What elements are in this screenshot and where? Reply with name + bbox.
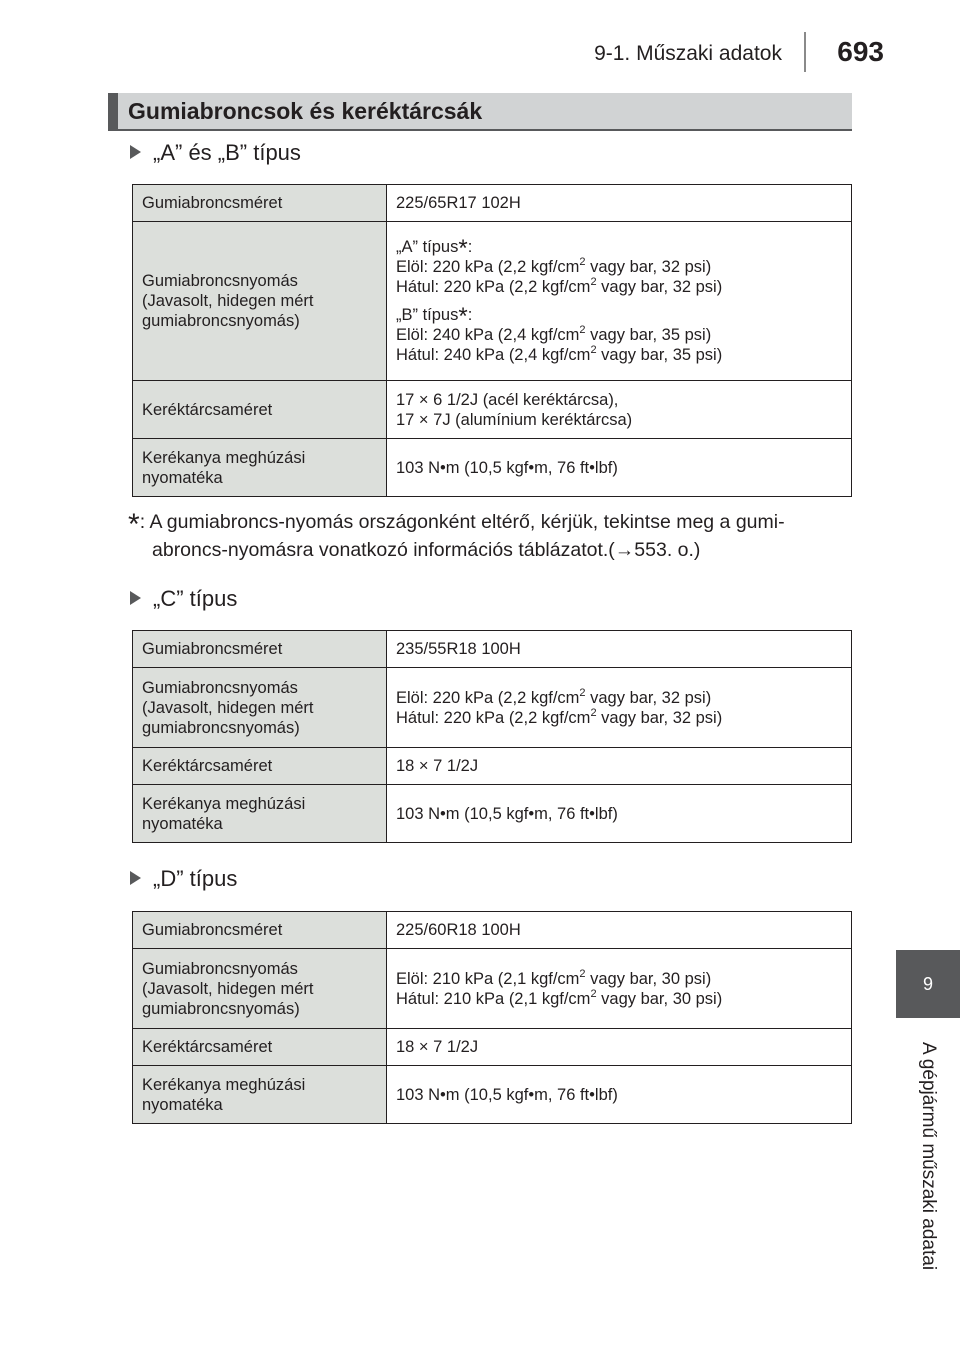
tire-size-value: 225/60R18 100H [387,912,852,949]
wheel-size-value: 18 × 7 1/2J [387,748,852,785]
wheel-size-label: Keréktárcsaméret [133,381,387,439]
type-b-front-text: Elöl: 240 kPa (2,4 kgf/cm [396,326,580,344]
table-row [133,1066,852,1124]
chapter-tab-title[interactable] [896,1018,960,1293]
tire-pressure-label [133,949,387,1029]
subheading-d [130,866,237,892]
torque-label-line: Kerékanya meghúzási [142,448,306,467]
rear-pressure-text: Hátul: 210 kPa (2,1 kgf/cm [396,989,591,1008]
type-b-rear [396,345,842,365]
tire-pressure-label-line: Gumiabroncsnyomás [142,678,298,697]
table-row [133,748,852,785]
squared-sup: 2 [579,256,586,268]
type-a-text: „A” típus [396,238,459,256]
table-row [133,222,852,381]
torque-label-line: nyomatéka [142,468,223,487]
type-b-front-tail: vagy bar, 35 psi) [585,326,712,344]
rear-pressure-text: Hátul: 220 kPa (2,2 kgf/cm [396,708,591,727]
table-row [133,439,852,497]
table-row [133,1029,852,1066]
torque-label-line: Kerékanya meghúzási [142,1075,306,1094]
triangle-bullet-icon [130,591,141,605]
type-a-rear [396,277,842,297]
torque-label-line: nyomatéka [142,1095,223,1114]
torque-value: 103 N•m (10,5 kgf•m, 76 ft•lbf) [387,785,852,843]
wheel-size-line: 17 × 6 1/2J (acél keréktárcsa), [396,390,619,409]
type-b-rear-text: Hátul: 240 kPa (2,4 kgf/cm [396,346,591,364]
squared-sup: 2 [590,706,597,719]
footnote-line [128,508,858,541]
section-title: Gumiabroncsok és keréktárcsák [108,93,852,131]
wheel-size-line: 17 × 7J (alumínium keréktárcsa) [396,410,633,429]
spec-table-ab [132,184,852,497]
header-divider [804,32,806,72]
tire-pressure-label-line: gumiabroncsnyomás) [142,718,300,737]
tire-pressure-value [387,668,852,748]
tire-size-label: Gumiabroncsméret [133,912,387,949]
tire-size-label: Gumiabroncsméret [133,631,387,668]
torque-label [133,785,387,843]
type-b-rear-tail: vagy bar, 35 psi) [596,346,723,364]
rear-pressure [396,708,842,728]
spec-table-d [132,911,852,1124]
tire-pressure-label-line: (Javasolt, hidegen mért [142,698,314,717]
front-pressure [396,688,842,708]
type-a-front-tail: vagy bar, 32 psi) [585,258,712,276]
tire-pressure-value [387,222,852,381]
torque-label [133,439,387,497]
type-b-front [396,325,842,345]
squared-sup: 2 [579,967,586,980]
tire-size-value: 235/55R18 100H [387,631,852,668]
triangle-bullet-icon [130,871,141,885]
tire-pressure-label-line: (Javasolt, hidegen mért [142,979,314,998]
wheel-size-value [387,381,852,439]
torque-label [133,1066,387,1124]
type-b-text: „B” típus [396,306,459,324]
squared-sup: 2 [579,324,586,336]
squared-sup: 2 [590,987,597,1000]
wheel-size-value: 18 × 7 1/2J [387,1029,852,1066]
subheading-c-text: „C” típus [153,586,238,611]
page-number: 693 [837,36,884,67]
type-a-label [396,235,842,262]
wheel-size-label: Keréktárcsaméret [133,748,387,785]
tire-pressure-label [133,668,387,748]
squared-sup: 2 [590,276,597,288]
subheading-ab [130,140,301,166]
type-a-front [396,257,842,277]
chapter-tab-number[interactable]: 9 [896,950,960,1018]
table-row [133,785,852,843]
footnote-text: : A gumiabroncs-nyomás országonként eltérő, kérjük, tekintse meg a gumi- [139,511,785,533]
chapter-tab-title-text: A gépjármű műszaki adatai [918,1041,939,1270]
front-pressure-tail: vagy bar, 32 psi) [585,688,712,707]
tire-pressure-value [387,949,852,1029]
front-pressure-text: Elöl: 220 kPa (2,2 kgf/cm [396,688,580,707]
table-row [133,949,852,1029]
footnote-line: abroncs-nyomásra vonatkozó információs táblázatot.(→553. o.) [152,539,701,561]
type-a-rear-tail: vagy bar, 32 psi) [596,278,723,296]
tire-size-label: Gumiabroncsméret [133,185,387,222]
front-pressure-tail: vagy bar, 30 psi) [585,969,712,988]
asterisk-mark: * [458,235,468,262]
tire-pressure-label-line: (Javasolt, hidegen mért [142,292,314,310]
wheel-size-label: Keréktárcsaméret [133,1029,387,1066]
table-row [133,185,852,222]
tire-pressure-label [133,222,387,381]
squared-sup: 2 [590,344,597,356]
spec-table-c [132,630,852,843]
squared-sup: 2 [579,686,586,699]
colon: : [467,238,473,256]
type-b-label [396,303,842,330]
asterisk-mark: * [128,508,140,541]
front-pressure [396,969,842,989]
tire-pressure-label-line: gumiabroncsnyomás) [142,312,300,330]
type-a-rear-text: Hátul: 220 kPa (2,2 kgf/cm [396,278,591,296]
tire-pressure-label-line: Gumiabroncsnyomás [142,959,298,978]
torque-label-line: Kerékanya meghúzási [142,794,306,813]
front-pressure-text: Elöl: 210 kPa (2,1 kgf/cm [396,969,580,988]
footnote [128,508,858,564]
colon: : [467,306,473,324]
subheading-c [130,586,237,612]
rear-pressure [396,989,842,1009]
subheading-ab-text: „A” és „B” típus [153,140,301,165]
header-section-title: 9-1. Műszaki adatok [594,42,782,65]
torque-label-line: nyomatéka [142,814,223,833]
torque-value: 103 N•m (10,5 kgf•m, 76 ft•lbf) [387,439,852,497]
triangle-bullet-icon [130,145,141,159]
table-row [133,912,852,949]
table-row [133,631,852,668]
table-row [133,381,852,439]
rear-pressure-tail: vagy bar, 30 psi) [596,989,723,1008]
torque-value: 103 N•m (10,5 kgf•m, 76 ft•lbf) [387,1066,852,1124]
tire-size-value: 225/65R17 102H [387,185,852,222]
asterisk-mark: * [458,303,468,330]
table-row [133,668,852,748]
subheading-d-text: „D” típus [153,866,238,891]
rear-pressure-tail: vagy bar, 32 psi) [596,708,723,727]
tire-pressure-label-line: gumiabroncsnyomás) [142,999,300,1018]
tire-pressure-label-line: Gumiabroncsnyomás [142,272,298,290]
type-a-front-text: Elöl: 220 kPa (2,2 kgf/cm [396,258,580,276]
